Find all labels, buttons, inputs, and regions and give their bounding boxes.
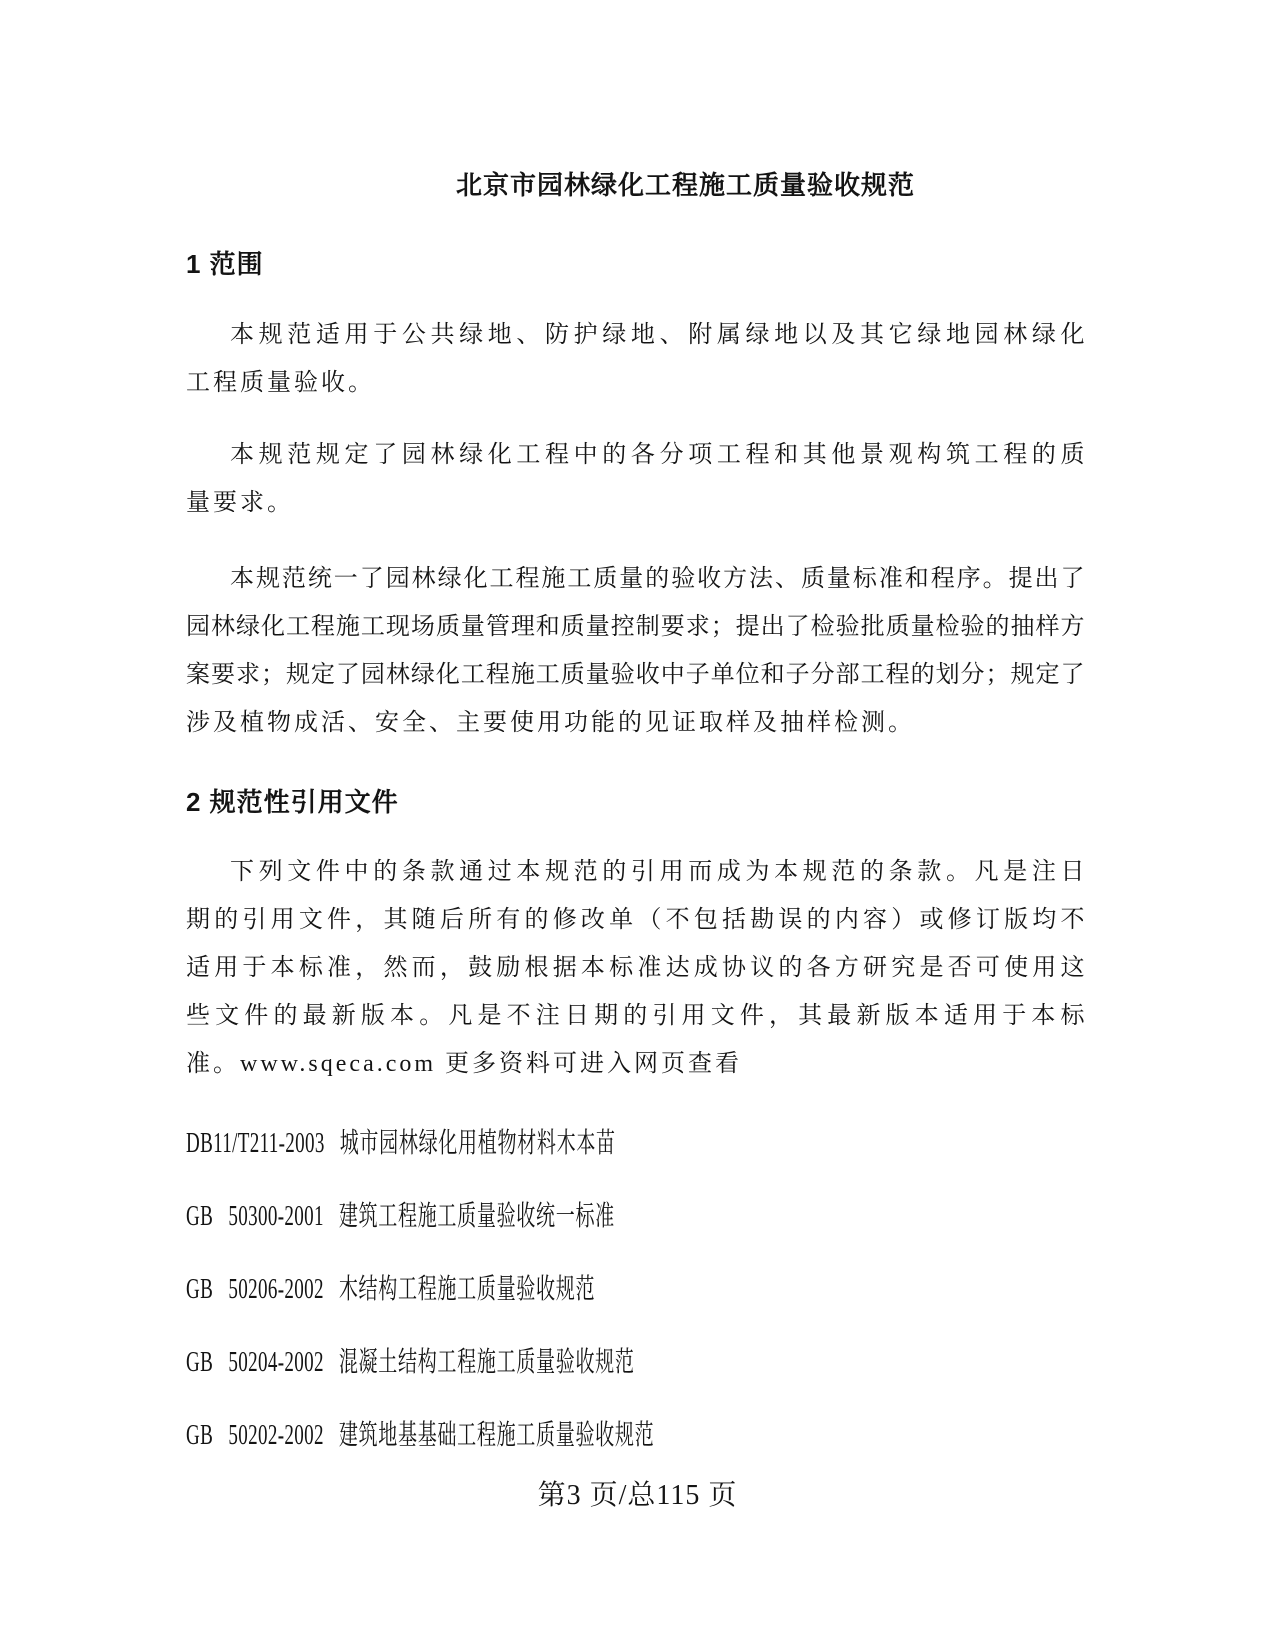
page-footer: 第3 页/总115 页 — [537, 1480, 738, 1511]
paragraph-line: 下列文件中的条款通过本规范的引用而成为本规范的条款。凡是注日 — [230, 859, 1085, 885]
paragraph-line: 准。www.sqeca.com 更多资料可进入网页查看 — [186, 1051, 743, 1077]
document-title: 北京市园林绿化工程施工质量验收规范 — [455, 170, 915, 200]
reference-name: 建筑地基基础工程施工质量验收规范 — [338, 1420, 655, 1451]
reference-code: DB11/T211-2003 — [186, 1128, 325, 1159]
reference-code: GB 50206-2002 — [186, 1274, 324, 1305]
reference-code: GB 50300-2001 — [186, 1201, 324, 1232]
reference-item — [186, 1120, 797, 1168]
reference-code: GB 50202-2002 — [186, 1420, 324, 1451]
paragraph-line: 期的引用文件，其随后所有的修改单（不包括勘误的内容）或修订版均不 — [186, 907, 1085, 933]
section-2-heading: 2 规范性引用文件 — [186, 787, 399, 817]
paragraph-line: 案要求；规定了园林绿化工程施工质量验收中子单位和子分部工程的划分；规定了 — [186, 662, 1085, 688]
paragraph-line: 本规范适用于公共绿地、防护绿地、附属绿地以及其它绿地园林绿化 — [230, 322, 1085, 348]
paragraph-scope-3 — [186, 555, 1085, 747]
paragraph-references-intro — [186, 848, 1085, 1088]
paragraph-line: 适用于本标准，然而，鼓励根据本标准达成协议的各方研究是否可使用这 — [186, 955, 1085, 981]
paragraph-scope-1 — [186, 311, 1085, 407]
section-1-heading: 1 范围 — [186, 249, 264, 279]
reference-list — [186, 1120, 1085, 1460]
paragraph-line: 园林绿化工程施工现场质量管理和质量控制要求；提出了检验批质量检验的抽样方 — [186, 614, 1085, 640]
paragraph-line: 量要求。 — [186, 490, 294, 516]
reference-code: GB 50204-2002 — [186, 1347, 324, 1378]
reference-item — [186, 1339, 797, 1387]
paragraph-line: 本规范统一了园林绿化工程施工质量的验收方法、质量标准和程序。提出了 — [230, 566, 1085, 592]
reference-item — [186, 1412, 797, 1460]
reference-name: 木结构工程施工质量验收规范 — [338, 1274, 596, 1305]
document-content — [186, 0, 1085, 1460]
reference-item — [186, 1193, 797, 1241]
reference-item — [186, 1266, 797, 1314]
reference-name: 建筑工程施工质量验收统一标准 — [338, 1201, 615, 1232]
paragraph-line: 工程质量验收。 — [186, 370, 375, 396]
paragraph-line: 些文件的最新版本。凡是不注日期的引用文件，其最新版本适用于本标 — [186, 1003, 1085, 1029]
reference-name: 城市园林绿化用植物材料木本苗 — [339, 1128, 616, 1159]
paragraph-line: 涉及植物成活、安全、主要使用功能的见证取样及抽样检测。 — [186, 710, 915, 736]
paragraph-scope-2 — [186, 431, 1085, 527]
reference-name: 混凝土结构工程施工质量验收规范 — [338, 1347, 635, 1378]
paragraph-line: 本规范规定了园林绿化工程中的各分项工程和其他景观构筑工程的质 — [230, 442, 1085, 468]
